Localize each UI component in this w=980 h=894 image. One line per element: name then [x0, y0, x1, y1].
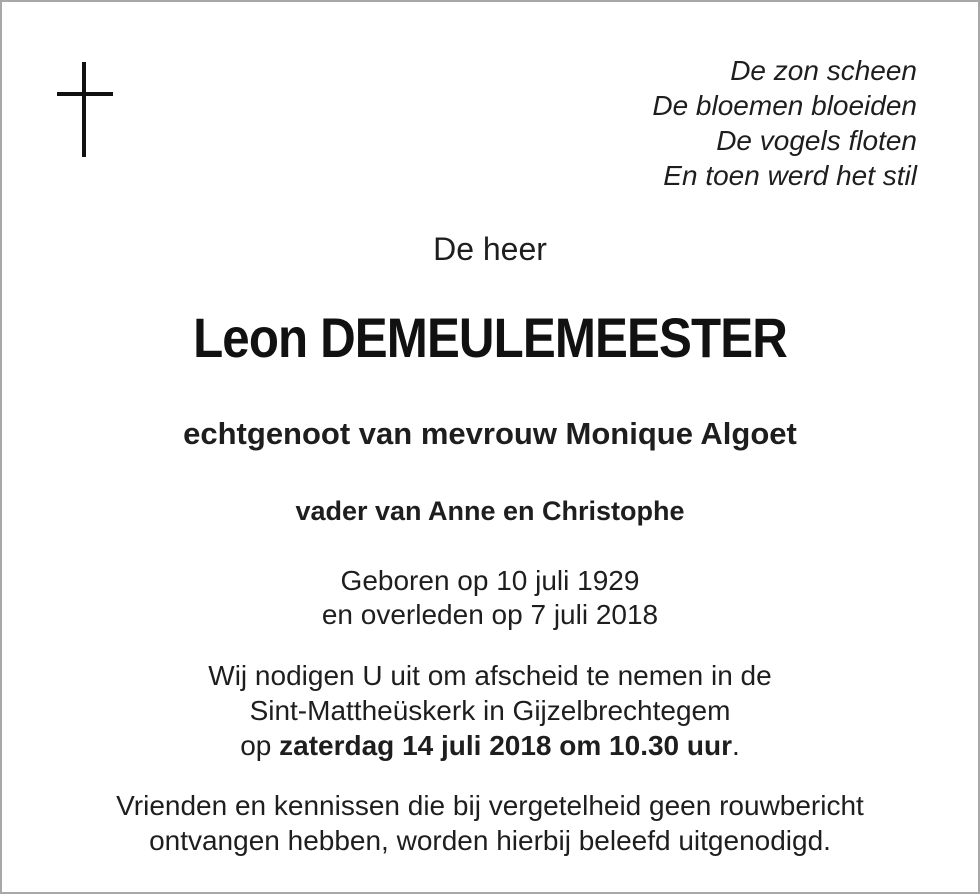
deceased-name: Leon DEMEULEMEESTER [193, 306, 787, 369]
invitation-line-1: Wij nodigen U uit om afscheid te nemen in de [208, 660, 772, 691]
cross-vertical-bar [82, 62, 86, 157]
poem-line-2: De bloemen bloeiden [652, 90, 917, 121]
closing-line-2: ontvangen hebben, worden hierbij beleefd uitgenodigd. [149, 825, 831, 856]
invitation-suffix: . [732, 730, 740, 761]
cross-horizontal-bar [57, 92, 113, 96]
spouse-line: echtgenoot van mevrouw Monique Algoet [183, 416, 797, 451]
closing-block [0, 788, 980, 858]
invitation-line-3 [0, 728, 980, 763]
invitation-block [0, 658, 980, 763]
ceremony-datetime: zaterdag 14 juli 2018 om 10.30 uur [279, 730, 733, 761]
death-date: en overleden op 7 juli 2018 [321, 599, 659, 630]
poem-line-1: De zon scheen [730, 55, 917, 86]
honorific: De heer [433, 231, 547, 267]
invitation-line-2: Sint-Mattheüskerk in Gijzelbrechtegem [249, 695, 731, 726]
poem [652, 53, 917, 193]
poem-line-4: En toen werd het stil [663, 160, 917, 191]
birth-date: Geboren op 10 juli 1929 [340, 565, 640, 596]
invitation-prefix: op [240, 730, 280, 761]
closing-line-1: Vrienden en kennissen die bij vergetelheid geen rouwbericht [116, 790, 864, 821]
dates-block [0, 564, 980, 632]
children-line: vader van Anne en Christophe [295, 496, 685, 526]
poem-line-3: De vogels floten [716, 125, 917, 156]
